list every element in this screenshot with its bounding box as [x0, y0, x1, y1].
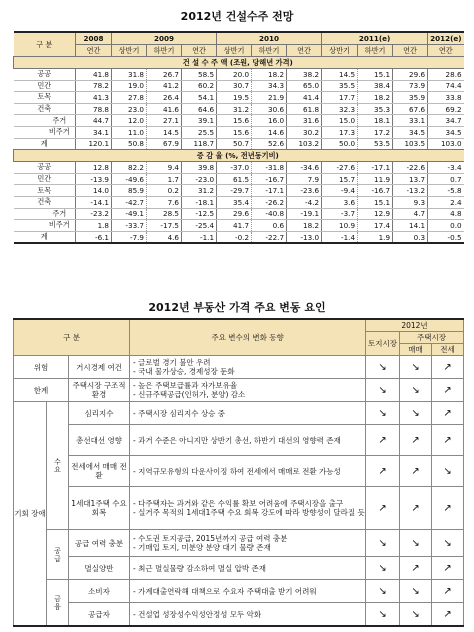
orders-section-title: 건 설 수 주 액 (조원, 당해년 가격)	[14, 57, 464, 69]
value-cell: -5.8	[428, 185, 464, 197]
land-trend-arrow: ↘	[366, 557, 400, 580]
rent-trend-arrow: ↗	[432, 402, 464, 425]
land-trend-arrow: ↗	[366, 487, 400, 530]
value-cell: 35.9	[393, 92, 428, 104]
value-cell: -7.9	[112, 231, 147, 243]
value-cell: 14.5	[147, 126, 182, 138]
value-cell: 30.2	[287, 126, 322, 138]
period-header: 연간	[393, 45, 428, 57]
value-cell: 14.1	[393, 220, 428, 232]
value-cell: 61.5	[217, 173, 252, 185]
land-trend-arrow: ↗	[366, 456, 400, 487]
rent-trend-arrow: ↗	[432, 379, 464, 402]
row-label: 주거	[44, 208, 76, 220]
value-cell: -23.0	[182, 173, 217, 185]
row-label: 건축	[14, 196, 76, 208]
row-indent	[14, 220, 44, 232]
period-header: 상반기	[322, 45, 358, 57]
value-cell: -49.1	[112, 208, 147, 220]
value-cell: 58.5	[182, 69, 217, 81]
value-cell: 4.7	[393, 208, 428, 220]
value-cell: 27.8	[112, 92, 147, 104]
housing-market-header: 주택시장	[400, 332, 464, 344]
factor-row	[14, 356, 464, 379]
value-cell: 14.6	[252, 126, 287, 138]
value-cell: -42.7	[112, 196, 147, 208]
land-trend-arrow: ↘	[366, 402, 400, 425]
value-cell: 39.8	[182, 162, 217, 174]
value-cell: 41.6	[147, 103, 182, 115]
value-cell: 103.0	[428, 138, 464, 150]
rent-trend-arrow: ↗	[432, 487, 464, 530]
table-row	[14, 69, 464, 81]
value-cell: -9.4	[322, 185, 358, 197]
value-cell: 78.2	[76, 80, 112, 92]
value-cell: 34.3	[252, 80, 287, 92]
value-cell: 15.7	[322, 173, 358, 185]
value-cell: 54.1	[182, 92, 217, 104]
sale-trend-arrow: ↘	[400, 379, 432, 402]
table-row	[14, 80, 464, 92]
table-row	[14, 220, 464, 232]
row-indent	[14, 208, 44, 220]
value-cell: 15.6	[217, 115, 252, 127]
row-label: 주거	[44, 115, 76, 127]
value-cell: 41.8	[76, 69, 112, 81]
value-cell: -37.0	[217, 162, 252, 174]
year-header: 2011(e)	[322, 32, 428, 45]
value-cell: 65.0	[287, 80, 322, 92]
value-cell: -19.1	[287, 208, 322, 220]
value-cell: -29.7	[217, 185, 252, 197]
value-cell: 44.7	[76, 115, 112, 127]
table-row	[14, 138, 464, 150]
trend-description: - 최근 멸실물량 감소하여 멸실 압박 존재	[130, 557, 366, 580]
year-header-row	[14, 32, 464, 45]
trend-description: - 주택시장 심리지수 상승 중	[130, 402, 366, 425]
value-cell: 17.4	[358, 220, 393, 232]
value-cell: 61.8	[287, 103, 322, 115]
value-cell: 12.8	[76, 162, 112, 174]
value-cell: -3.4	[428, 162, 464, 174]
row-label: 계	[14, 231, 76, 243]
year-header: 2012년	[366, 319, 464, 332]
value-cell: 120.1	[76, 138, 112, 150]
trend-description: - 가계대출연락해 대책으로 수요자 주택대출 받기 어려워	[130, 580, 366, 603]
value-cell: 15.6	[217, 126, 252, 138]
value-cell: 23.0	[112, 103, 147, 115]
sale-trend-arrow: ↗	[400, 456, 432, 487]
factor-name: 소비자	[69, 580, 130, 603]
value-cell: 4.8	[428, 208, 464, 220]
factor-name: 1세대1주택 수요회복	[69, 487, 130, 530]
factor-row	[14, 487, 464, 530]
value-cell: 52.6	[252, 138, 287, 150]
value-cell: 41.2	[147, 80, 182, 92]
value-cell: 0.7	[428, 173, 464, 185]
sale-trend-arrow: ↗	[400, 425, 432, 456]
orders-section-header	[14, 57, 464, 69]
value-cell: 12.9	[358, 208, 393, 220]
rent-trend-arrow: ↗	[432, 603, 464, 627]
factor-name: 공급자	[69, 603, 130, 627]
land-trend-arrow: ↘	[366, 379, 400, 402]
value-cell: 18.2	[358, 92, 393, 104]
factor-row	[14, 530, 464, 557]
sale-trend-arrow: ↘	[400, 402, 432, 425]
value-cell: -16.7	[358, 185, 393, 197]
value-cell: 34.1	[76, 126, 112, 138]
value-cell: 103.2	[287, 138, 322, 150]
land-market-header: 토지시장	[366, 332, 400, 356]
value-cell: 53.5	[358, 138, 393, 150]
value-cell: 14.0	[76, 185, 112, 197]
period-header: 하반기	[252, 45, 287, 57]
value-cell: 34.5	[428, 126, 464, 138]
value-cell: -23.6	[287, 185, 322, 197]
value-cell: 78.8	[76, 103, 112, 115]
growth-section-title: 증 감 율 (%, 전년동기비)	[14, 150, 464, 162]
rent-trend-arrow: ↗	[432, 356, 464, 379]
value-cell: 12.0	[112, 115, 147, 127]
value-cell: 7.6	[147, 196, 182, 208]
sub-group-cell: 수요	[47, 402, 69, 530]
value-cell: -16.7	[252, 173, 287, 185]
value-cell: 28.5	[147, 208, 182, 220]
factor-row	[14, 557, 464, 580]
row-indent	[14, 126, 44, 138]
value-cell: 29.6	[393, 69, 428, 81]
rent-trend-arrow: ↗	[432, 580, 464, 603]
trend-description: - 다주택자는 과거와 같은 수익률 확보 어려움에 주택시장을 출구 - 실거주 목적의 1세대1주택 수요 회복 강도에 따라 방향성이 달라질 듯	[130, 487, 366, 530]
value-cell: 69.2	[428, 103, 464, 115]
value-cell: 26.4	[147, 92, 182, 104]
rent-trend-arrow: ↗	[432, 557, 464, 580]
value-cell: -0.5	[428, 231, 464, 243]
period-header: 연간	[182, 45, 217, 57]
value-cell: 1.7	[147, 173, 182, 185]
row-label: 토목	[14, 92, 76, 104]
period-header: 연간	[76, 45, 112, 57]
value-cell: 26.7	[147, 69, 182, 81]
value-cell: 2.4	[428, 196, 464, 208]
value-cell: 31.6	[287, 115, 322, 127]
row-label: 비주거	[44, 126, 76, 138]
trend-description: - 글로벌 경기 불안 우려 - 국내 물가상승, 경제성장 둔화	[130, 356, 366, 379]
factor-name: 거시경제 여건	[69, 356, 130, 379]
trend-header: 주요 변수의 변화 동향	[130, 319, 366, 356]
factor-name: 총선대선 영향	[69, 425, 130, 456]
value-cell: 85.9	[112, 185, 147, 197]
value-cell: -23.2	[76, 208, 112, 220]
value-cell: 67.9	[147, 138, 182, 150]
land-trend-arrow: ↘	[366, 356, 400, 379]
value-cell: 60.2	[182, 80, 217, 92]
row-label: 공공	[14, 69, 76, 81]
sale-trend-arrow: ↘	[400, 603, 432, 627]
sub-group-cell: 공급	[47, 530, 69, 580]
value-cell: 15.0	[322, 115, 358, 127]
period-header-row	[14, 45, 464, 57]
group-cell: 한계	[14, 379, 69, 402]
value-cell: 15.1	[358, 196, 393, 208]
sale-trend-arrow: ↘	[400, 580, 432, 603]
rent-trend-arrow: ↘	[432, 456, 464, 487]
value-cell: 17.3	[322, 126, 358, 138]
value-cell: -26.2	[252, 196, 287, 208]
year-header: 2008	[76, 32, 112, 45]
value-cell: 25.5	[182, 126, 217, 138]
year-header: 2010	[217, 32, 322, 45]
value-cell: 1.9	[358, 231, 393, 243]
value-cell: 20.0	[217, 69, 252, 81]
factor-row	[14, 402, 464, 425]
period-header: 연간	[428, 45, 464, 57]
sale-trend-arrow: ↗	[400, 557, 432, 580]
table-row	[14, 92, 464, 104]
value-cell: -25.4	[182, 220, 217, 232]
value-cell: 34.5	[393, 126, 428, 138]
value-cell: -13.0	[287, 231, 322, 243]
value-cell: -13.9	[76, 173, 112, 185]
value-cell: 73.9	[393, 80, 428, 92]
value-cell: 39.1	[182, 115, 217, 127]
trend-description: - 높은 주택보급률과 자가보유율 - 신규주택공급(인허가, 분양) 감소	[130, 379, 366, 402]
land-trend-arrow: ↘	[366, 603, 400, 627]
land-trend-arrow: ↗	[366, 425, 400, 456]
value-cell: -0.2	[217, 231, 252, 243]
factor-header-row	[14, 319, 464, 332]
value-cell: 4.6	[147, 231, 182, 243]
value-cell: 118.7	[182, 138, 217, 150]
table-row	[14, 103, 464, 115]
rent-trend-arrow: ↘	[432, 530, 464, 557]
value-cell: 29.6	[217, 208, 252, 220]
factor-row	[14, 379, 464, 402]
group-cell: 기회 장애	[14, 402, 47, 627]
value-cell: 41.7	[217, 220, 252, 232]
value-cell: 7.9	[287, 173, 322, 185]
value-cell: -3.7	[322, 208, 358, 220]
table-row	[14, 162, 464, 174]
sale-trend-arrow: ↗	[400, 487, 432, 530]
value-cell: 19.5	[217, 92, 252, 104]
value-cell: 64.6	[182, 103, 217, 115]
trend-description: - 과거 수준은 아니지만 상반기 총선, 하반기 대선의 영향력 존재	[130, 425, 366, 456]
value-cell: 0.3	[393, 231, 428, 243]
value-cell: -17.1	[358, 162, 393, 174]
price-factors-table	[13, 318, 464, 627]
value-cell: 9.3	[393, 196, 428, 208]
value-cell: 82.2	[112, 162, 147, 174]
value-cell: -49.6	[112, 173, 147, 185]
value-cell: -40.8	[252, 208, 287, 220]
value-cell: 38.2	[287, 69, 322, 81]
value-cell: -1.4	[322, 231, 358, 243]
value-cell: 27.1	[147, 115, 182, 127]
construction-orders-table	[13, 31, 464, 244]
value-cell: -4.2	[287, 196, 322, 208]
table-row	[14, 196, 464, 208]
value-cell: 17.2	[358, 126, 393, 138]
value-cell: -31.8	[252, 162, 287, 174]
trend-description: - 지역규모유형의 다운사이징 하여 전세에서 매매로 전환 가능성	[130, 456, 366, 487]
table-row	[14, 208, 464, 220]
value-cell: 31.8	[112, 69, 147, 81]
factor-row	[14, 456, 464, 487]
value-cell: -27.6	[322, 162, 358, 174]
value-cell: 19.0	[112, 80, 147, 92]
value-cell: 30.6	[252, 103, 287, 115]
value-cell: 11.9	[358, 173, 393, 185]
value-cell: 41.3	[76, 92, 112, 104]
value-cell: 67.6	[393, 103, 428, 115]
value-cell: -17.1	[252, 185, 287, 197]
table-row	[14, 126, 464, 138]
value-cell: -12.5	[182, 208, 217, 220]
value-cell: 9.4	[147, 162, 182, 174]
value-cell: 33.8	[428, 92, 464, 104]
value-cell: 17.7	[322, 92, 358, 104]
value-cell: 32.3	[322, 103, 358, 115]
table-row	[14, 173, 464, 185]
value-cell: 1.8	[76, 220, 112, 232]
value-cell: 10.9	[322, 220, 358, 232]
group-cell: 위험	[14, 356, 69, 379]
value-cell: 0.6	[252, 220, 287, 232]
growth-section-header	[14, 150, 464, 162]
value-cell: 33.1	[393, 115, 428, 127]
factor-row	[14, 580, 464, 603]
row-label: 민간	[14, 173, 76, 185]
value-cell: -22.7	[252, 231, 287, 243]
value-cell: -13.2	[393, 185, 428, 197]
value-cell: 3.6	[322, 196, 358, 208]
value-cell: 38.4	[358, 80, 393, 92]
factor-name: 심리지수	[69, 402, 130, 425]
category-header: 구 분	[14, 319, 130, 356]
value-cell: 0.2	[147, 185, 182, 197]
year-header: 2009	[112, 32, 217, 45]
value-cell: 35.3	[358, 103, 393, 115]
value-cell: 35.5	[322, 80, 358, 92]
value-cell: 18.2	[287, 220, 322, 232]
table-row	[14, 231, 464, 243]
factor-name: 멸실양반	[69, 557, 130, 580]
land-trend-arrow: ↘	[366, 580, 400, 603]
value-cell: 34.7	[428, 115, 464, 127]
factor-row	[14, 603, 464, 627]
value-cell: -1.1	[182, 231, 217, 243]
value-cell: -18.1	[182, 196, 217, 208]
value-cell: 18.2	[252, 69, 287, 81]
period-header: 연간	[287, 45, 322, 57]
value-cell: 50.0	[322, 138, 358, 150]
value-cell: 13.7	[393, 173, 428, 185]
rent-trend-arrow: ↗	[432, 425, 464, 456]
sale-header: 매매	[400, 344, 432, 356]
value-cell: 50.7	[217, 138, 252, 150]
value-cell: -33.7	[112, 220, 147, 232]
row-label: 건축	[14, 103, 76, 115]
table-row	[14, 185, 464, 197]
factor-name: 공급 여력 충분	[69, 530, 130, 557]
value-cell: 103.5	[393, 138, 428, 150]
value-cell: 14.5	[322, 69, 358, 81]
value-cell: 16.0	[252, 115, 287, 127]
trend-description: - 건설업 성장성수익성안정성 모두 악화	[130, 603, 366, 627]
row-label: 공공	[14, 162, 76, 174]
value-cell: 74.4	[428, 80, 464, 92]
year-header: 2012(e)	[428, 32, 464, 45]
value-cell: 0.0	[428, 220, 464, 232]
period-header: 상반기	[112, 45, 147, 57]
value-cell: -22.6	[393, 162, 428, 174]
value-cell: -6.1	[76, 231, 112, 243]
value-cell: 18.1	[358, 115, 393, 127]
factor-row	[14, 425, 464, 456]
row-label: 토목	[14, 185, 76, 197]
value-cell: 50.8	[112, 138, 147, 150]
row-label: 비주거	[44, 220, 76, 232]
rent-header: 전세	[432, 344, 464, 356]
value-cell: -17.5	[147, 220, 182, 232]
period-header: 하반기	[147, 45, 182, 57]
table1-title: 2012년 건설수주 전망	[180, 10, 294, 23]
value-cell: 21.9	[252, 92, 287, 104]
value-cell: 35.4	[217, 196, 252, 208]
sale-trend-arrow: ↘	[400, 356, 432, 379]
land-trend-arrow: ↘	[366, 530, 400, 557]
value-cell: -14.1	[76, 196, 112, 208]
value-cell: 28.6	[428, 69, 464, 81]
sub-group-cell: 금융	[47, 580, 69, 627]
row-indent	[14, 115, 44, 127]
value-cell: 11.0	[112, 126, 147, 138]
period-header: 상반기	[217, 45, 252, 57]
value-cell: -34.6	[287, 162, 322, 174]
value-cell: 31.2	[182, 185, 217, 197]
category-header: 구 분	[14, 32, 76, 57]
row-label: 계	[14, 138, 76, 150]
value-cell: 31.2	[217, 103, 252, 115]
row-label: 민간	[14, 80, 76, 92]
factor-name: 전세에서 매매 전환	[69, 456, 130, 487]
value-cell: 30.7	[217, 80, 252, 92]
table2-title: 2012년 부동산 가격 주요 변동 요인	[148, 301, 326, 314]
trend-description: - 수도권 토지공급, 2015년까지 공급 여력 충분 - 기매입 토지, 미분양 분양 대기 물량 존재	[130, 530, 366, 557]
value-cell: 15.1	[358, 69, 393, 81]
sale-trend-arrow: ↘	[400, 530, 432, 557]
table-row	[14, 115, 464, 127]
factor-name: 주택시장 구조적 환경	[69, 379, 130, 402]
period-header: 하반기	[358, 45, 393, 57]
value-cell: 41.4	[287, 92, 322, 104]
